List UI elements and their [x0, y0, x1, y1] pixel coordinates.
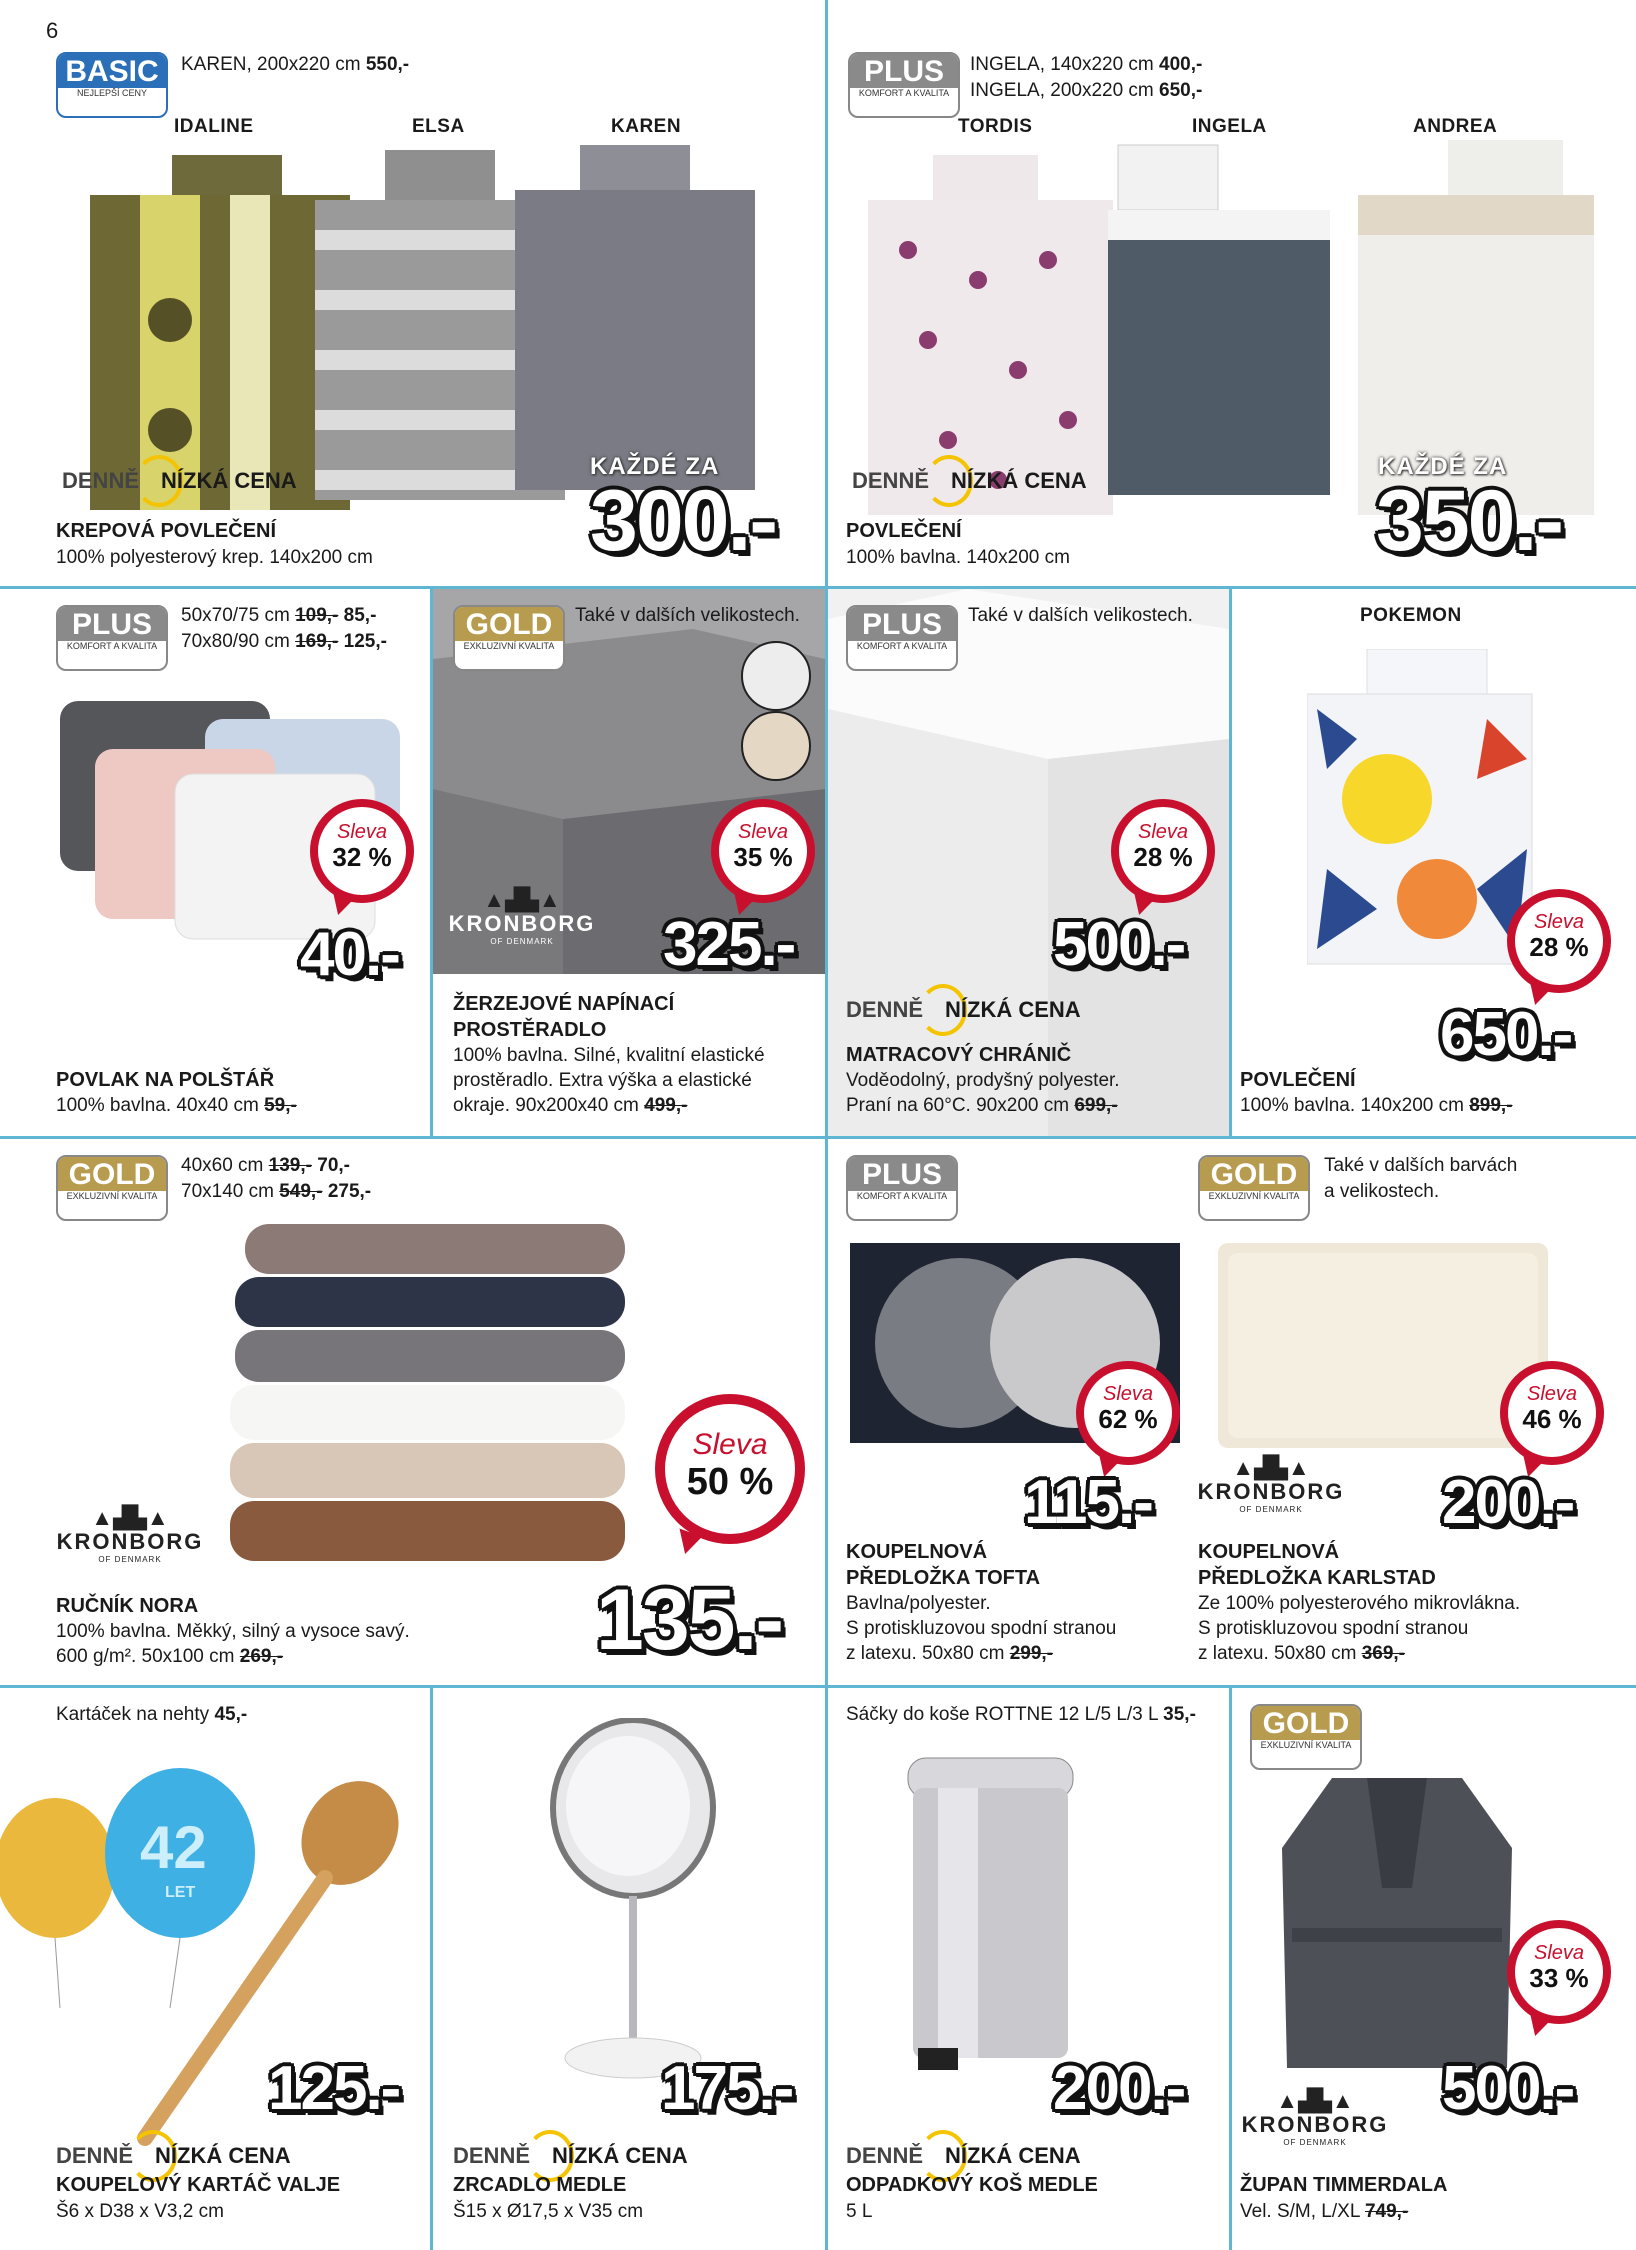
- size-price-1: 50x70/75 cm 109,- 85,-: [181, 605, 377, 626]
- product-description-2: Praní na 60°C. 90x200 cm 699,-: [846, 1095, 1118, 1116]
- product-title-line1: KOUPELNOVÁ: [1198, 1541, 1340, 1563]
- product-koupelovy-kartac-valje[interactable]: [0, 1688, 430, 2250]
- product-description: 100% bavlna. 140x200 cm: [846, 547, 1070, 568]
- variant-andrea: ANDREA: [1413, 116, 1498, 137]
- kronborg-logo: ▲▟▙▲ KRONBORG OF DENMARK: [56, 1505, 204, 1564]
- each-for-label: KAŽDÉ ZA: [590, 453, 720, 480]
- variant-pokemon: POKEMON: [1360, 605, 1462, 626]
- discount-badge: Sleva 46 %: [1500, 1361, 1604, 1465]
- product-description: 100% bavlna. 140x200 cm 899,-: [1240, 1095, 1513, 1116]
- product-title-line2: PŘEDLOŽKA KARLSTAD: [1198, 1567, 1436, 1589]
- plus-badge: PLUS KOMFORT A KVALITA: [846, 605, 958, 671]
- discount-badge: Sleva 35 %: [711, 799, 815, 903]
- product-description-2: 600 g/m². 50x100 cm 269,-: [56, 1646, 284, 1667]
- towels-image: [225, 1219, 645, 1599]
- product-description-3: okraje. 90x200x40 cm 499,-: [453, 1095, 688, 1116]
- price: 115.-: [1024, 1468, 1152, 1537]
- each-for-label: KAŽDÉ ZA: [1378, 453, 1508, 480]
- gold-badge: GOLD EXKLUZIVNÍ KVALITA: [1250, 1704, 1362, 1770]
- denne-nizka-cena-logo: DENNĚ NÍZKÁ CENA: [453, 2130, 688, 2182]
- kronborg-logo: ▲▟▙▲ KRONBORG OF DENMARK: [1197, 1455, 1345, 1514]
- gold-badge: GOLD EXKLUZIVNÍ KVALITA: [56, 1155, 168, 1221]
- product-povleceni-pokemon[interactable]: [1232, 589, 1636, 1136]
- product-description: 100% polyesterový krep. 140x200 cm: [56, 547, 373, 568]
- product-title-line1: KOUPELNOVÁ: [846, 1541, 988, 1563]
- plus-badge: PLUS KOMFORT A KVALITA: [846, 1155, 958, 1221]
- product-title: ODPADKOVÝ KOŠ MEDLE: [846, 2174, 1098, 2196]
- product-zerzejove-prosteradlo[interactable]: [433, 589, 825, 1136]
- denne-nizka-cena-logo: DENNĚ NÍZKÁ CENA: [846, 2130, 1081, 2182]
- product-title: ZRCADLO MEDLE: [453, 2174, 627, 2196]
- kronborg-logo: ▲▟▙▲ KRONBORG OF DENMARK: [448, 887, 596, 946]
- color-swatch-white[interactable]: [741, 641, 811, 711]
- size-note-1: INGELA, 140x220 cm 400,-: [970, 54, 1203, 75]
- availability-note-1: Také v dalších barvách: [1324, 1155, 1518, 1176]
- plus-badge: PLUS KOMFORT A KVALITA: [56, 605, 168, 671]
- nail-brush-note: Kartáček na nehty 45,-: [56, 1704, 248, 1725]
- product-title: ŽUPAN TIMMERDALA: [1240, 2174, 1448, 2196]
- variant-karen: KAREN: [611, 116, 682, 137]
- price: 300.-: [590, 473, 777, 569]
- price: 500.-: [1442, 2054, 1574, 2123]
- product-description-1: Ze 100% polyesterového mikrovlákna.: [1198, 1593, 1521, 1614]
- price: 40.-: [300, 920, 399, 989]
- product-description-1: Voděodolný, prodyšný polyester.: [846, 1070, 1120, 1091]
- product-odpadkovy-kos-medle[interactable]: [828, 1688, 1229, 2250]
- size-note: KAREN, 200x220 cm 550,-: [181, 54, 410, 75]
- product-title: POVLAK NA POLŠTÁŘ: [56, 1069, 275, 1091]
- gold-badge: GOLD EXKLUZIVNÍ KVALITA: [1198, 1155, 1310, 1221]
- denne-nizka-cena-logo: DENNĚ NÍZKÁ CENA: [62, 455, 297, 507]
- product-predlozka-tofta[interactable]: [828, 1139, 1180, 1685]
- size-price-2: 70x80/90 cm 169,- 125,-: [181, 631, 387, 652]
- discount-badge: Sleva 32 %: [310, 799, 414, 903]
- availability-note: Také v dalších velikostech.: [968, 605, 1193, 626]
- product-predlozka-karlstad[interactable]: [1180, 1139, 1636, 1685]
- discount-badge: Sleva 62 %: [1076, 1361, 1180, 1465]
- price: 125.-: [268, 2054, 400, 2123]
- product-description-2: S protiskluzovou spodní stranou: [846, 1618, 1117, 1639]
- availability-note-2: a velikostech.: [1324, 1181, 1440, 1202]
- variant-ingela: INGELA: [1192, 116, 1267, 137]
- price: 200.-: [1442, 1468, 1574, 1537]
- balloon-number: 42: [140, 1814, 207, 1881]
- color-swatch-beige[interactable]: [741, 711, 811, 781]
- kronborg-logo: ▲▟▙▲ KRONBORG OF DENMARK: [1241, 2088, 1389, 2147]
- pokemon-bedding-image: [1307, 649, 1537, 969]
- discount-badge: Sleva 28 %: [1507, 889, 1611, 993]
- bathrobe-image: [1272, 1768, 1522, 2098]
- balloon-sub: LET: [165, 1884, 196, 1901]
- bath-mat-image: [1218, 1243, 1548, 1448]
- availability-note: Také v dalších velikostech.: [575, 605, 800, 626]
- product-description: Š6 x D38 x V3,2 cm: [56, 2201, 224, 2222]
- product-krepova-povleceni[interactable]: [0, 0, 825, 586]
- product-description-3: z latexu. 50x80 cm 299,-: [846, 1643, 1054, 1664]
- discount-badge: Sleva 33 %: [1507, 1920, 1611, 2024]
- pedal-bin-image: [898, 1748, 1098, 2088]
- product-povleceni-350[interactable]: [828, 0, 1636, 586]
- product-title: KOUPELOVÝ KARTÁČ VALJE: [56, 2174, 341, 2196]
- price: 175.-: [661, 2054, 793, 2123]
- price: 650.-: [1440, 1000, 1572, 1069]
- product-title: KREPOVÁ POVLEČENÍ: [56, 520, 277, 542]
- size-price-2: 70x140 cm 549,- 275,-: [181, 1181, 372, 1202]
- product-title: POVLEČENÍ: [846, 520, 962, 542]
- product-matracovy-chranic[interactable]: [828, 589, 1229, 1136]
- discount-badge: Sleva 50 %: [655, 1394, 805, 1544]
- bin-bags-note: Sáčky do koše ROTTNE 12 L/5 L/3 L 35,-: [846, 1704, 1196, 1725]
- basic-badge: BASIC NEJLEPŠÍ CENY: [56, 52, 168, 118]
- price: 135.-: [596, 1572, 783, 1668]
- product-description-2: S protiskluzovou spodní stranou: [1198, 1618, 1469, 1639]
- denne-nizka-cena-logo: DENNĚ NÍZKÁ CENA: [56, 2130, 291, 2182]
- price: 350.-: [1376, 473, 1563, 569]
- denne-nizka-cena-logo: DENNĚ NÍZKÁ CENA: [852, 455, 1087, 507]
- product-rucnik-nora[interactable]: [0, 1139, 825, 1685]
- variant-tordis: TORDIS: [958, 116, 1033, 137]
- product-title: POVLEČENÍ: [1240, 1069, 1356, 1091]
- variant-idaline: IDALINE: [174, 116, 254, 137]
- price: 200.-: [1053, 2054, 1185, 2123]
- price: 500.-: [1053, 910, 1185, 979]
- product-zupan-timmerdala[interactable]: [1232, 1688, 1636, 2250]
- discount-badge: Sleva 28 %: [1111, 799, 1215, 903]
- product-description-1: 100% bavlna. Měkký, silný a vysoce savý.: [56, 1621, 410, 1642]
- product-description-3: z latexu. 50x80 cm 369,-: [1198, 1643, 1406, 1664]
- product-description: 100% bavlna. 40x40 cm 59,-: [56, 1095, 297, 1116]
- size-note-2: INGELA, 200x220 cm 650,-: [970, 80, 1203, 101]
- product-title-line2: PŘEDLOŽKA TOFTA: [846, 1567, 1041, 1589]
- plus-badge: PLUS KOMFORT A KVALITA: [848, 52, 960, 118]
- variant-elsa: ELSA: [412, 116, 465, 137]
- product-description: Š15 x Ø17,5 x V35 cm: [453, 2201, 644, 2222]
- product-description-1: 100% bavlna. Silné, kvalitní elastické: [453, 1045, 765, 1066]
- product-description: 5 L: [846, 2201, 873, 2222]
- product-povlak-na-polstar[interactable]: [0, 589, 430, 1136]
- page-number: 6: [46, 18, 59, 43]
- product-title: MATRACOVÝ CHRÁNIČ: [846, 1044, 1072, 1066]
- product-description-1: Bavlna/polyester.: [846, 1593, 991, 1614]
- product-description: Vel. S/M, L/XL 749,-: [1240, 2201, 1409, 2222]
- denne-nizka-cena-logo: DENNĚ NÍZKÁ CENA: [846, 984, 1081, 1036]
- price: 325.-: [663, 910, 795, 979]
- product-zrcadlo-medle[interactable]: [433, 1688, 825, 2250]
- size-price-1: 40x60 cm 139,- 70,-: [181, 1155, 350, 1176]
- product-title-line2: PROSTĚRADLO: [453, 1019, 607, 1041]
- mirror-image: [533, 1718, 733, 2088]
- product-title-line1: ŽERZEJOVÉ NAPÍNACÍ: [453, 993, 675, 1015]
- product-title: RUČNÍK NORA: [56, 1595, 199, 1617]
- gold-badge: GOLD EXKLUZIVNÍ KVALITA: [453, 605, 565, 671]
- product-description-2: prostěradlo. Extra výška a elastické: [453, 1070, 752, 1091]
